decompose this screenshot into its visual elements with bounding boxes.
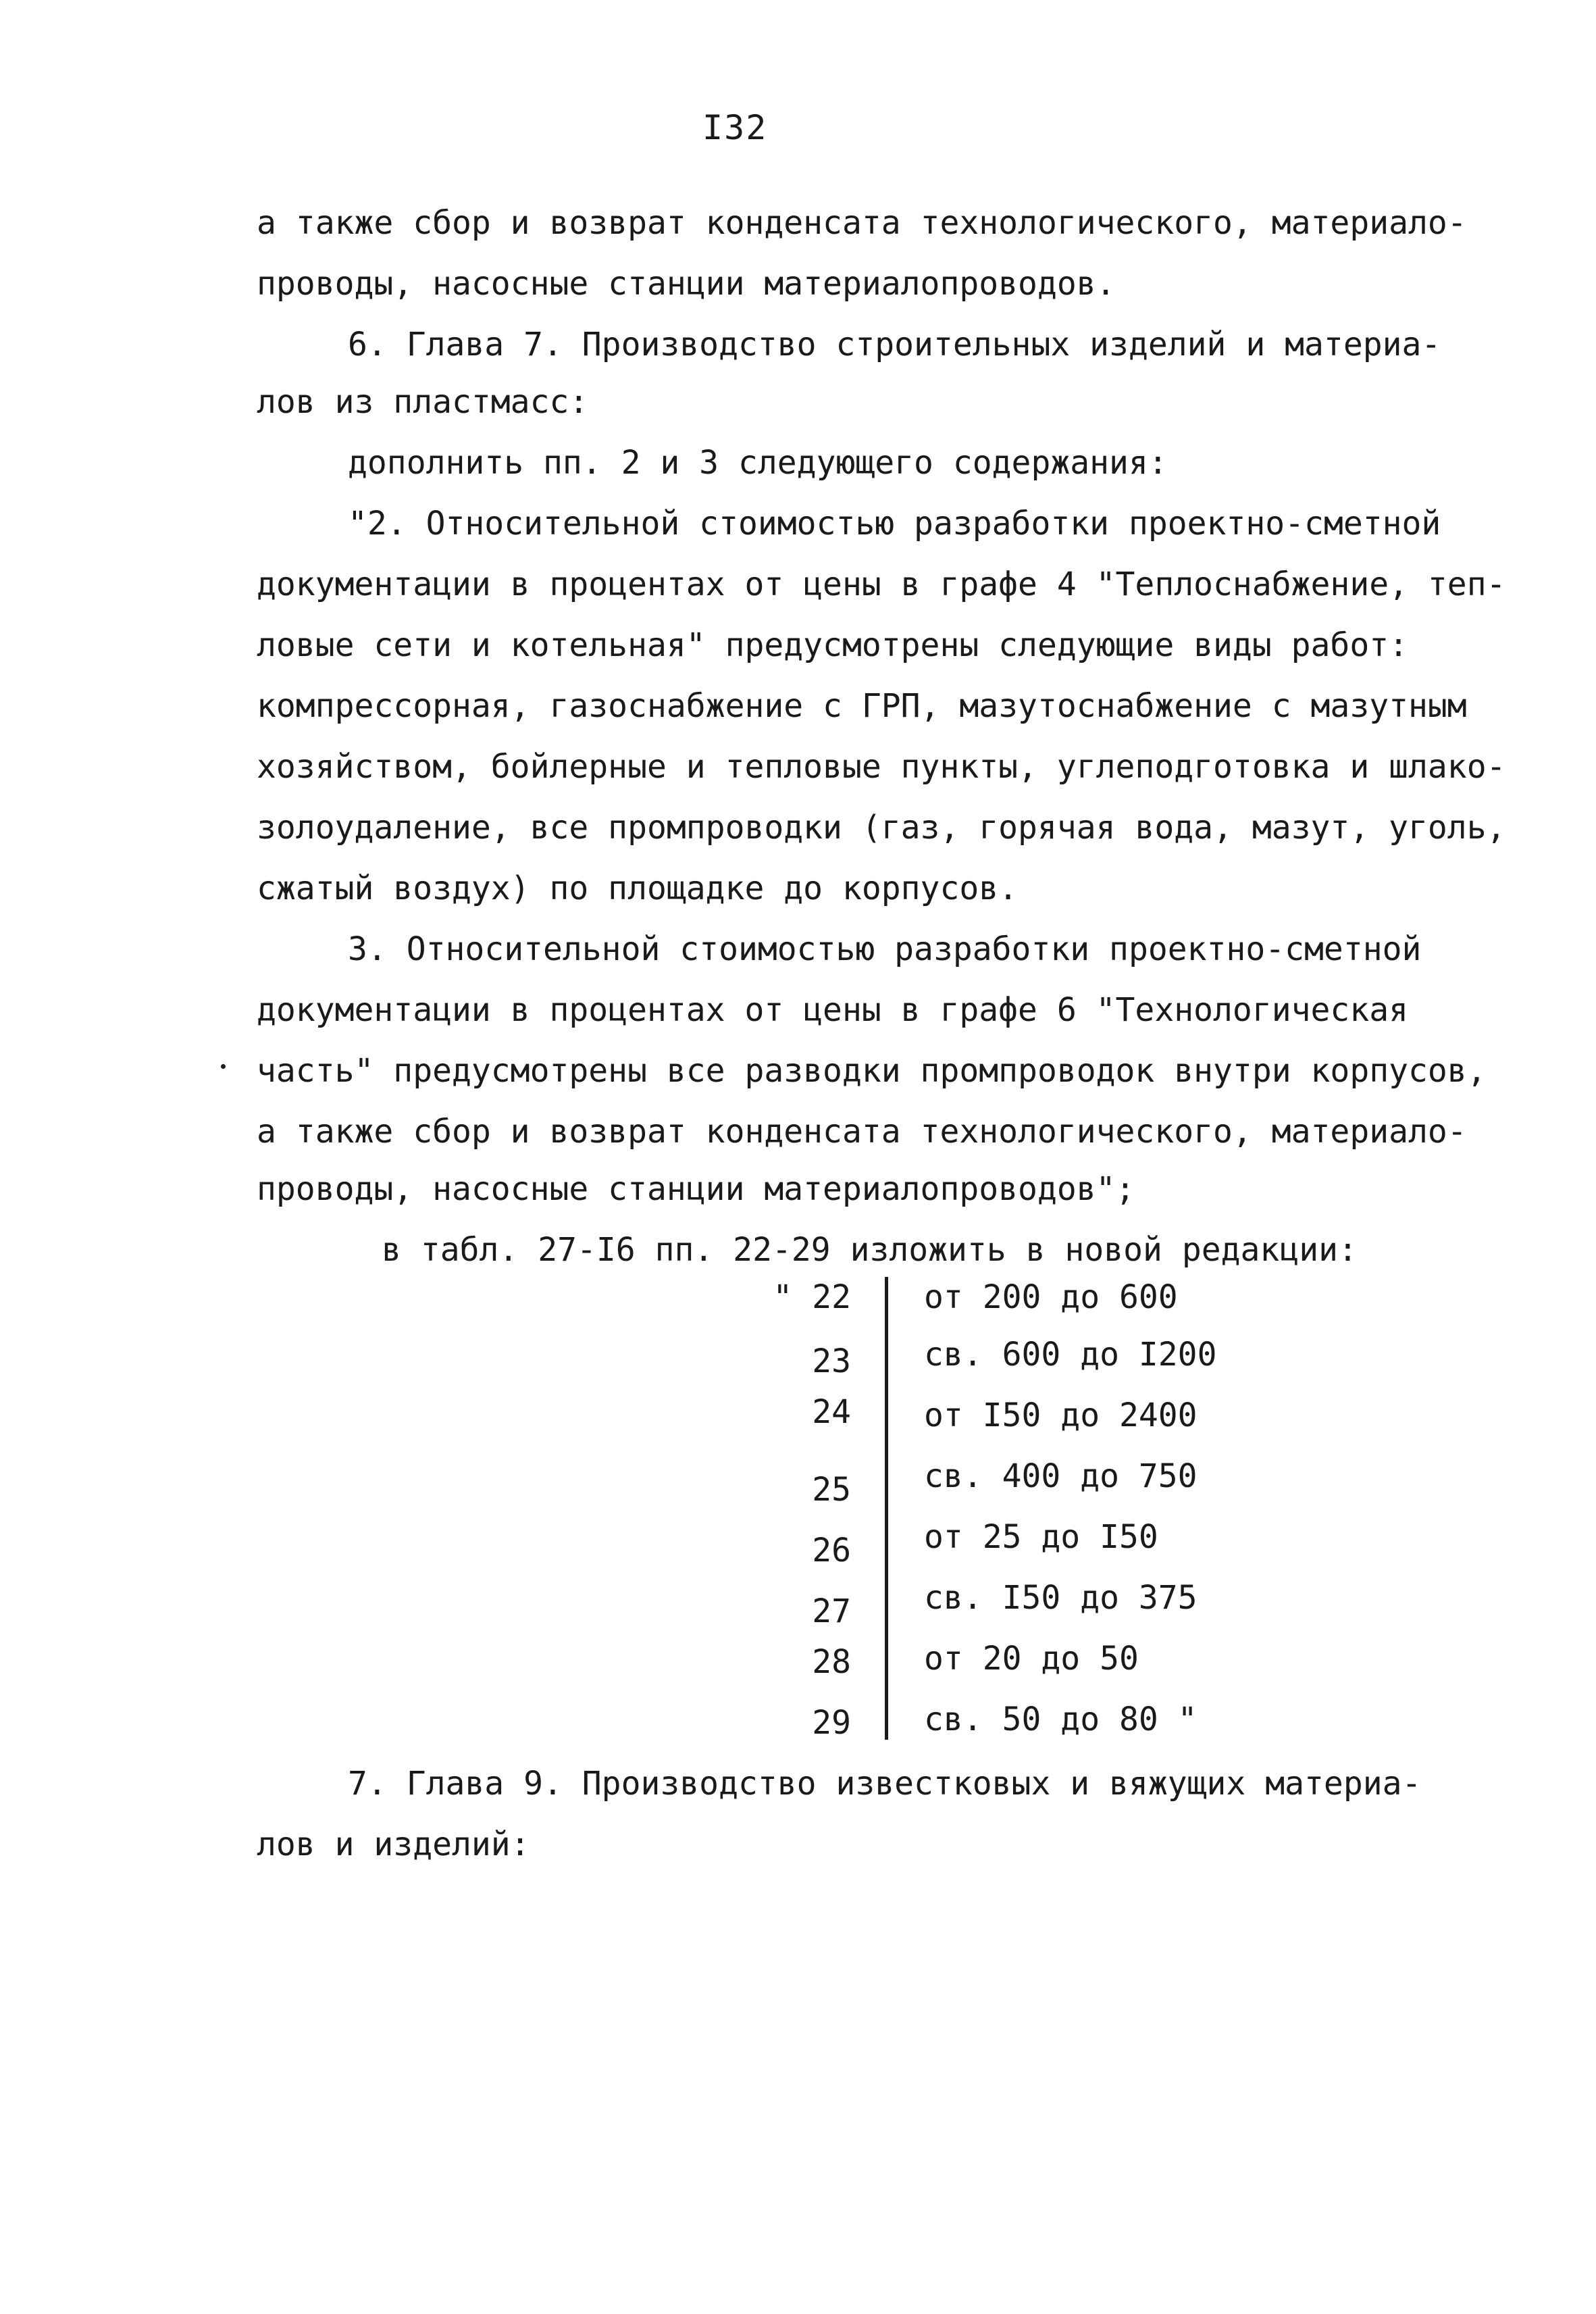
table-row-number: 23: [812, 1342, 851, 1380]
table-row-number: 27: [812, 1592, 851, 1630]
table-row-value: св. 400 до 750: [924, 1457, 1198, 1495]
text-line: "2. Относительной стоимостью разработки проектно-сметной: [348, 505, 1441, 543]
table-divider: [885, 1277, 888, 1740]
text-line: золоудаление, все промпроводки (газ, горячая вода, мазут, уголь,: [257, 809, 1506, 847]
text-line: 3. Относительной стоимостью разработки проектно-сметной: [348, 930, 1422, 968]
text-line: ловые сети и котельная" предусмотрены следующие виды работ:: [257, 626, 1409, 664]
table-row-number: 28: [812, 1643, 851, 1681]
table-row-value: св. I50 до 375: [924, 1579, 1198, 1617]
text-line: проводы, насосные станции материалопроводов";: [257, 1170, 1135, 1208]
table-row-value: от 20 до 50: [924, 1640, 1139, 1678]
table-row-value: от I50 до 2400: [924, 1397, 1198, 1434]
table-row-number: 29: [812, 1704, 851, 1742]
table-row-number: 25: [812, 1471, 851, 1509]
text-line: лов и изделий:: [257, 1826, 530, 1863]
text-line: а также сбор и возврат конденсата технологического, материало-: [257, 204, 1467, 242]
text-line: лов из пластмасс:: [257, 383, 589, 421]
text-line: в табл. 27-I6 пп. 22-29 изложить в новой редакции:: [382, 1231, 1358, 1269]
text-line: часть" предусмотрены все разводки промпроводок внутри корпусов,: [257, 1052, 1487, 1090]
table-row-number: 24: [812, 1393, 851, 1431]
text-line: сжатый воздух) по площадке до корпусов.: [257, 870, 1019, 907]
table-row-value: от 200 до 600: [924, 1278, 1178, 1316]
text-line: 6. Глава 7. Производство строительных изделий и материа-: [348, 326, 1441, 363]
text-line: компрессорная, газоснабжение с ГРП, мазутоснабжение с мазутным: [257, 687, 1467, 725]
text-line: документации в процентах от цены в графе 6 "Технологическая: [257, 991, 1409, 1029]
text-line: а также сбор и возврат конденсата технологического, материало-: [257, 1113, 1467, 1151]
text-line: дополнить пп. 2 и 3 следующего содержания:: [348, 444, 1168, 482]
table-row-value: от 25 до I50: [924, 1518, 1158, 1556]
text-line: хозяйством, бойлерные и тепловые пункты, углеподготовка и шлако-: [257, 748, 1506, 786]
text-line: 7. Глава 9. Производство известковых и вяжущих материа-: [348, 1765, 1422, 1803]
page-number: I32: [702, 108, 768, 147]
table-row-number: 26: [812, 1532, 851, 1569]
table-row-value: св. 600 до I200: [924, 1336, 1217, 1374]
text-line: проводы, насосные станции материалопроводов.: [257, 265, 1116, 303]
margin-mark: [221, 1064, 226, 1069]
table-row-number: " 22: [773, 1278, 851, 1316]
table-row-value: св. 50 до 80 ": [924, 1701, 1198, 1738]
text-line: документации в процентах от цены в графе 4 "Теплоснабжение, теп-: [257, 565, 1506, 603]
